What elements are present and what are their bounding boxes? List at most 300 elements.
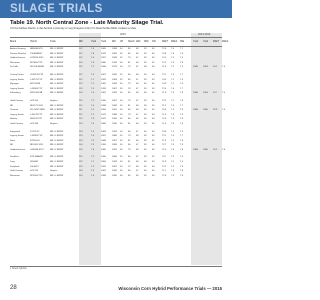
table-cell: 1085 <box>193 66 198 69</box>
table-cell: 54 <box>120 83 123 86</box>
table-cell: 59 <box>144 61 147 64</box>
table-cell: 1081 <box>101 92 106 95</box>
table-cell: 47 <box>136 156 139 159</box>
table-cell: 79 <box>128 57 131 60</box>
table-cell: RR LL RRWP <box>50 109 64 112</box>
table-cell: 56 <box>120 174 123 177</box>
section-banner <box>0 0 232 18</box>
table-cell: Stine <box>10 139 15 142</box>
table-cell: 72.4 <box>162 87 167 90</box>
table-cell: 7.6 <box>180 113 184 116</box>
table-cell: 7.4 <box>171 135 175 138</box>
table-cell: 48 <box>136 139 139 142</box>
table-row <box>10 65 226 70</box>
table-cell: 63 <box>152 130 155 133</box>
table-cell: 1088 <box>101 139 106 142</box>
table-cell: Jung <box>10 161 15 164</box>
table-cell: 112 <box>79 66 83 69</box>
table-row <box>10 148 226 153</box>
table-cell: 7.4 <box>91 118 95 121</box>
table-cell: 7.3 <box>171 139 175 142</box>
table-cell: 47 <box>136 99 139 102</box>
table-cell: 59 <box>144 57 147 60</box>
table-cell: 115 <box>79 148 83 151</box>
table-cell: 59 <box>144 135 147 138</box>
table-cell: 62 <box>152 156 155 159</box>
table-cell: RR LL RRWP <box>50 165 64 168</box>
table-cell: 7.5 <box>171 61 175 64</box>
table-cell: 71.9 <box>162 66 167 69</box>
table-cell: 72.0 <box>162 57 167 60</box>
table-cell: 1091 <box>112 109 117 112</box>
table-cell: MY11W98 <box>30 83 41 86</box>
table-cell: 53 <box>120 165 123 168</box>
table-cell: 58 <box>144 104 147 107</box>
table-cell: 80 <box>128 52 131 55</box>
table-cell: Gold Country <box>10 122 23 125</box>
table-cell: 7.2 <box>171 66 175 69</box>
table-cell: 7.1 <box>171 83 175 86</box>
table-cell: 1081 <box>101 170 106 173</box>
table-cell: 7.6 <box>171 122 175 125</box>
table-cell: 63 <box>152 52 155 55</box>
table-cell: 1083 <box>112 52 117 55</box>
table-cell: 7.4 <box>171 48 175 50</box>
table-cell: 64 <box>152 165 155 168</box>
table-cell: 1078 <box>101 52 106 55</box>
table-cell: 48 <box>136 161 139 164</box>
table-cell: 59 <box>144 73 147 76</box>
table-cell: Wensman <box>10 61 20 64</box>
table-cell: 7.6 <box>222 148 226 151</box>
table-cell: H5514VT2P <box>30 118 42 121</box>
table-cell: 80 <box>128 92 131 95</box>
table-cell: Wensman <box>10 174 20 177</box>
table-cell: 72.3 <box>162 118 167 121</box>
table-cell: 7.5 <box>180 130 184 133</box>
table-cell: 1086 <box>112 135 117 138</box>
table-cell: JB14H8 <box>30 161 38 164</box>
year-current: 2015 <box>120 33 126 36</box>
table-cell: RR LL RRWP <box>50 48 64 50</box>
table-cell: 47 <box>136 87 139 90</box>
table-cell: N73-33AMXT <box>30 156 44 159</box>
table-cell: 7.6 <box>180 139 184 142</box>
table-cell: G12R70-3011 <box>30 57 44 60</box>
table-row <box>10 122 222 127</box>
table-cell: RR LL RRWP <box>50 130 64 133</box>
table-cell: 48 <box>136 165 139 168</box>
table-cell: 47 <box>136 66 139 69</box>
table-cell: 71.2 <box>162 104 167 107</box>
header-cell: Hybrid <box>30 41 37 43</box>
table-cell: 7.8 <box>180 148 184 151</box>
table-cell: 81 <box>128 139 131 142</box>
table-cell: 1091 <box>101 135 106 138</box>
table-cell: 48 <box>136 109 139 112</box>
table-cell: 1088 <box>101 104 106 107</box>
table-cell: 55 <box>120 57 123 60</box>
table-cell: 1093 <box>203 66 208 69</box>
table-cell: 112 <box>79 52 83 55</box>
table-cell: 112 <box>79 48 83 50</box>
table-cell: 47 <box>136 78 139 81</box>
table-cell: RR LL RRWP <box>50 118 64 121</box>
table-cell: 114 <box>79 174 83 177</box>
table-cell: 70.9 <box>162 83 167 86</box>
table-cell: 59 <box>144 156 147 159</box>
table-cell: 48 <box>136 104 139 107</box>
table-cell: RR LL RRWP <box>50 87 64 90</box>
table-cell: 1099 <box>101 87 106 90</box>
table-cell: 7.9 <box>180 52 184 55</box>
table-cell: 79 <box>128 99 131 102</box>
table-cell: 59 <box>144 144 147 147</box>
table-cell: NK1173-3111 <box>30 104 44 107</box>
table-cell: Golden Harvest <box>10 57 26 60</box>
header-cell: Milk/A <box>222 41 229 43</box>
table-cell: 47 <box>136 144 139 147</box>
table-cell: 63 <box>152 87 155 90</box>
table-cell: Crosby Farms <box>10 73 24 76</box>
table-cell: 7.1 <box>171 161 175 164</box>
table-cell: 7.4 <box>180 161 184 164</box>
table-cell: Legacy Seeds <box>10 135 24 138</box>
table-cell: RR LL RRWP <box>50 83 64 86</box>
table-cell: 23.9 <box>213 109 218 112</box>
table-cell: 63 <box>152 99 155 102</box>
table-cell: 7.1 <box>91 78 95 81</box>
table-cell: 113 <box>79 83 83 86</box>
table-cell: 1097 <box>101 57 106 60</box>
table-cell: 1090 <box>101 99 106 102</box>
table-cell: 54 <box>120 161 123 164</box>
table-cell: W7650VT2P <box>30 174 43 177</box>
table-cell: 72.1 <box>162 135 167 138</box>
table-cell: 1085 <box>101 148 106 151</box>
table-cell: 7.2 <box>91 66 95 69</box>
table-cell: 55 <box>120 52 123 55</box>
table-cell: 7.3 <box>91 139 95 142</box>
table-cell: 71.6 <box>162 113 167 116</box>
table-cell: 7.8 <box>180 109 184 112</box>
table-cell: 7.4 <box>91 48 95 50</box>
header-cell: Milk/A <box>171 41 178 43</box>
table-cell: 48 <box>136 122 139 125</box>
table-cell: Dairyland <box>10 165 20 168</box>
table-cell: 112 <box>79 57 83 60</box>
table-cell: 71.8 <box>162 92 167 95</box>
table-cell: 211-56STXRIB <box>30 109 45 112</box>
table-cell: 1088 <box>101 174 106 177</box>
header-cell: IVD <box>152 41 156 43</box>
table-cell: 71.9 <box>162 161 167 164</box>
table-cell: 80 <box>128 144 131 147</box>
table-cell: 81 <box>128 161 131 164</box>
table-cell: 71.5 <box>162 139 167 142</box>
table-cell: 7.5 <box>91 109 95 112</box>
table-cell: 64 <box>152 73 155 76</box>
table-cell: GC1156 <box>30 99 38 102</box>
table-cell: 62 <box>152 122 155 125</box>
table-cell: 1094 <box>101 109 106 112</box>
table-cell: 70.8 <box>162 52 167 55</box>
table-cell: 7.3 <box>171 57 175 60</box>
table-cell: 58 <box>144 92 147 95</box>
table-cell: Hubner <box>10 118 18 121</box>
table-cell: 59 <box>144 78 147 81</box>
table-cell: 1096 <box>112 104 117 107</box>
table-cell: 7.3 <box>91 87 95 90</box>
table-cell: 55 <box>120 170 123 173</box>
table-cell: 7.2 <box>91 156 95 159</box>
table-cell: 55 <box>120 87 123 90</box>
table-cell: 59 <box>144 174 147 177</box>
table-cell: 80 <box>128 78 131 81</box>
table-cell: 7.5 <box>91 144 95 147</box>
table-cell: 54 <box>120 144 123 147</box>
table-cell: 7.3 <box>171 113 175 116</box>
table-cell: 112 <box>79 104 83 107</box>
table-cell: NK <box>10 104 14 107</box>
table-cell: NK <box>10 144 14 147</box>
table-cell: 58 <box>144 118 147 121</box>
table-cell: 1098 <box>112 48 117 50</box>
table-cell: 1090 <box>203 109 208 112</box>
table-cell: 1088 <box>112 113 117 116</box>
table-cell: 1080 <box>101 61 106 64</box>
table-cell: 58 <box>144 161 147 164</box>
table-cell: 1093 <box>112 161 117 164</box>
table-cell: 7.9 <box>180 144 184 147</box>
table-cell: 62 <box>152 83 155 86</box>
table-cell: 80 <box>128 130 131 133</box>
table-cell: RR LL RRWP <box>50 135 64 138</box>
table-cell: 1097 <box>112 139 117 142</box>
table-cell: 48 <box>136 135 139 138</box>
table-cell: 7.6 <box>91 61 95 64</box>
table-cell: Anders Haverny <box>10 48 26 50</box>
table-cell: 7.2 <box>91 130 95 133</box>
table-cell: L-5817VT2P <box>30 78 43 81</box>
table-cell: 7.5 <box>180 78 184 81</box>
table-cell: 9728G-20 <box>30 139 40 142</box>
table-cell: 54 <box>120 66 123 69</box>
table-cell: 54 <box>120 61 123 64</box>
table-cell: 48 <box>136 83 139 86</box>
table-cell: 63 <box>152 174 155 177</box>
table-cell: 48 <box>136 174 139 177</box>
table-cell: 7.9 <box>180 174 184 177</box>
table-cell: Golden Harvest <box>10 148 26 151</box>
table-cell: 7.5 <box>180 156 184 159</box>
table-cell: 79 <box>128 148 131 151</box>
header-cell: NDF <box>144 41 149 43</box>
table-cell: 54 <box>120 99 123 102</box>
table-cell: 80 <box>128 48 131 50</box>
table-cell: P1084AMXT <box>30 52 43 55</box>
header-cell: DM <box>112 41 116 43</box>
table-cell: 24.1 <box>213 66 218 69</box>
trial-table <box>10 33 229 178</box>
table-cell: 56 <box>120 148 123 151</box>
table-cell: 80 <box>128 73 131 76</box>
table-cell: 63 <box>152 104 155 107</box>
table-cell: 1084 <box>112 78 117 81</box>
table-cell: 1089 <box>193 148 198 151</box>
table-cell: 70.7 <box>162 156 167 159</box>
table-cell: 80 <box>128 109 131 112</box>
table-cell: 79 <box>128 66 131 69</box>
header-cell: CP <box>120 41 124 43</box>
table-cell: 80 <box>128 174 131 177</box>
table-cell: 54 <box>120 130 123 133</box>
table-cell: 1087 <box>101 73 106 76</box>
table-cell: 54 <box>120 113 123 116</box>
table-cell: 7.4 <box>222 92 226 95</box>
table-cell: 7.4 <box>91 135 95 138</box>
table-cell: 1095 <box>112 170 117 173</box>
header-cell: Milk/T <box>162 41 169 43</box>
page-number: 28 <box>10 285 17 291</box>
table-cell: 7.4 <box>91 92 95 95</box>
table-cell: 1079 <box>101 113 106 116</box>
table-cell: 7.5 <box>171 144 175 147</box>
table-cell: 7.4 <box>91 104 95 107</box>
table-cell: 7.2 <box>171 130 175 133</box>
table-cell: 114 <box>79 122 83 125</box>
footer-rule <box>10 266 222 267</box>
table-cell: 70.5 <box>162 78 167 81</box>
table-row <box>10 174 222 179</box>
table-cell: 7.6 <box>171 52 175 55</box>
table-cell: 48 <box>136 48 139 50</box>
banner-title: SILAGE TRIALS <box>10 3 103 15</box>
table-cell: 55 <box>120 104 123 107</box>
table-cell: 114 <box>79 144 83 147</box>
table-cell: 48 <box>136 73 139 76</box>
table-cell: 72.0 <box>162 174 167 177</box>
table-cell: 1095 <box>112 73 117 76</box>
table-cell: 7.5 <box>171 92 175 95</box>
header-cell: ADF <box>136 41 141 43</box>
table-cell: 7.5 <box>171 109 175 112</box>
table-cell: Pioneer Revoluz <box>10 52 27 55</box>
table-cell: 112 <box>79 118 83 121</box>
table-cell: 7.2 <box>91 83 95 86</box>
table-cell: Doebler's <box>10 156 20 159</box>
table-cell: RR LL RRWP <box>50 66 64 69</box>
table-cell: 63 <box>152 135 155 138</box>
table-cell: 1082 <box>101 83 106 86</box>
header-cell: Yield <box>101 41 107 43</box>
table-cell: 7.6 <box>91 122 95 125</box>
table-cell: 81 <box>128 122 131 125</box>
table-cell: 7.0 <box>91 73 95 76</box>
table-cell: 72.6 <box>162 48 167 50</box>
table-cell: 59 <box>144 87 147 90</box>
table-cell: 7.6 <box>180 57 184 60</box>
table-cell: 79 <box>128 113 131 116</box>
table-cell: 1094 <box>203 92 208 95</box>
table-cell: 1090 <box>112 122 117 125</box>
table-cell: 63 <box>152 48 155 50</box>
table-cell: RR LL RRWP <box>50 139 64 142</box>
table-cell: 71.4 <box>162 122 167 125</box>
table-cell: HRB400GTS <box>30 48 43 50</box>
table-cell: 7.2 <box>91 99 95 102</box>
table-cell: 71.0 <box>162 148 167 151</box>
table-cell: 80 <box>128 170 131 173</box>
header-cell: Starch <box>128 41 135 43</box>
table-cell: NK1082-3111 <box>30 144 44 147</box>
table-cell: 1093 <box>112 130 117 133</box>
table-cell: RR LL RRWP <box>50 174 64 177</box>
table-cell: 72.2 <box>162 165 167 168</box>
table-cell: 1095 <box>203 148 208 151</box>
table-cell: 7.7 <box>180 48 184 50</box>
table-cell: 7.2 <box>91 113 95 116</box>
table-cell: 7.6 <box>171 148 175 151</box>
table-cell: 7.8 <box>91 52 95 55</box>
table-cell: 80 <box>128 156 131 159</box>
table-cell: 1079 <box>112 66 117 69</box>
header-cell: Traits <box>50 41 56 43</box>
table-cell: 63 <box>152 148 155 151</box>
table-cell: 70.4 <box>162 109 167 112</box>
table-cell: 72.7 <box>162 144 167 147</box>
table-cell: 7.1 <box>171 99 175 102</box>
table-cell: Gold Country <box>10 99 23 102</box>
table-cell: 71.1 <box>162 170 167 173</box>
table-cell: Channel <box>10 109 19 112</box>
table-cell: 110 <box>79 61 83 64</box>
table-cell: 79 <box>128 165 131 168</box>
table-cell: 63 <box>152 78 155 81</box>
table-cell: 7.8 <box>180 118 184 121</box>
table-cell: GC1223 <box>30 170 39 173</box>
table-cell: 63 <box>152 161 155 164</box>
table-cell: 58 <box>144 139 147 142</box>
table-cell: RR LL RRWP <box>50 113 64 116</box>
table-cell: 1087 <box>112 87 117 90</box>
table-cell: 59 <box>144 113 147 116</box>
table-cell: 79 <box>128 135 131 138</box>
table-cell: 63 <box>152 118 155 121</box>
table-cell: 1086 <box>101 122 106 125</box>
table-cell: L-5627VT2P <box>30 113 43 116</box>
table-cell: RR LL RRWP <box>50 148 64 151</box>
table-cell: 1093 <box>112 92 117 95</box>
table-cell: 1092 <box>101 165 106 168</box>
table-cell: 7.4 <box>171 87 175 90</box>
table-cell: 7.3 <box>171 73 175 76</box>
table-cell: 7.4 <box>180 83 184 86</box>
table-cell: 1092 <box>101 118 106 121</box>
table-cell: L-5830VT2P <box>30 87 43 90</box>
table-cell: L-5830VT3P <box>30 135 43 138</box>
table-cell: 63 <box>152 66 155 69</box>
table-cell: 113 <box>79 130 83 133</box>
table-cell: RR LL RRWP <box>50 73 64 76</box>
table-cell: 1099 <box>112 57 117 60</box>
table-cell: 64 <box>152 144 155 147</box>
table-cell: 56 <box>120 92 123 95</box>
table-cell: 7.4 <box>171 104 175 107</box>
table-cell: 72.1 <box>162 73 167 76</box>
table-cell: 1087 <box>112 99 117 102</box>
table-cell: 62 <box>152 61 155 64</box>
